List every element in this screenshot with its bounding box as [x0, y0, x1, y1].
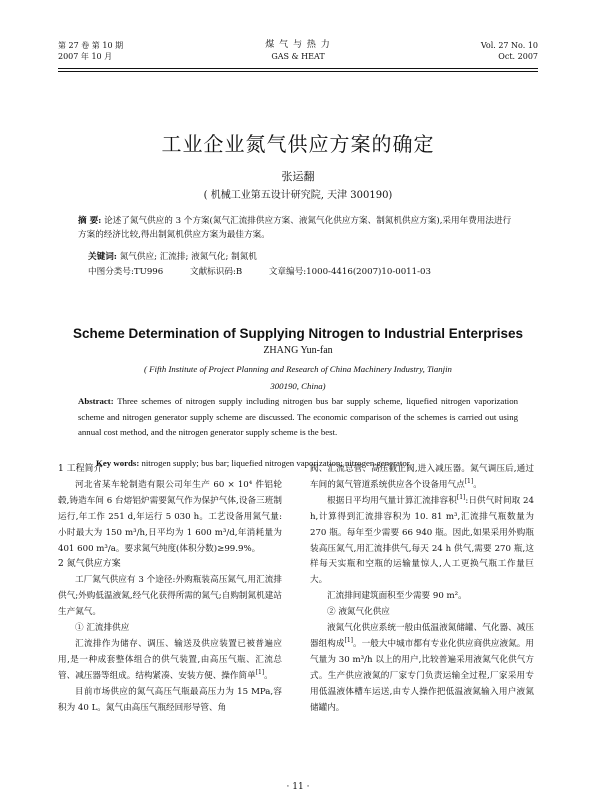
english-institution-line1: ( Fifth Institute of Project Planning and Research of China Machinery Industry, Tianjin	[144, 364, 452, 374]
citation-ref: [1]	[464, 478, 474, 486]
english-institution-line2: 300190, China)	[270, 381, 326, 391]
clc-number: 中图分类号:TU996	[88, 267, 164, 277]
citation-ref: [1]	[255, 668, 265, 676]
article-number: 文章编号:1000-4416(2007)10-0011-03	[268, 267, 431, 277]
journal-name-en: GAS & HEAT	[271, 52, 325, 61]
abstract-label: 摘 要:	[78, 216, 102, 226]
paragraph-text: :日供气时间取 24 h,计算得到汇流排容积为 10. 81 m³,汇流排气瓶数量为 270 瓶。每年至少需要 66 940 瓶。因此,如果采用外购瓶装高压氮气,用汇流排供气,每天 24 h 供气,需要 270 瓶,这样每天实瓶和空瓶的运输量惊人,人工更换气瓶工作量巨大。	[310, 495, 534, 586]
abstract-text: 论述了氮气供应的 3 个方案(氮气汇流排供应方案、液氮气化供应方案、制氮机供应方案),采用年费用法进行方案的经济比较,得出制氮机供应方案为最佳方案。	[78, 216, 512, 240]
english-abstract	[78, 394, 518, 441]
volume-issue: 第 27 卷 第 10 期	[58, 41, 124, 50]
paragraph	[310, 494, 534, 589]
running-header	[58, 40, 538, 68]
journal-name-cn: 煤 气 与 热 力	[265, 40, 331, 50]
paragraph-text: 。	[473, 479, 482, 490]
section-heading: 1 工程简介	[58, 464, 103, 474]
paragraph: 河北省某车轮制造有限公司年生产 60 × 10⁴ 件铝轮毂,铸造车间 6 台熔铝炉需要氮气作为保护气体,设备三班制运行,年工作 251 d,年运行 5 030 h。工艺设备用氮气量:小时最大为 150 m³/h,日平均为 1 600 m³/d,年消耗量为 401 600 m³/a。要求氮气纯度(体积分数)≥99.9%。	[58, 479, 282, 554]
page-number: · 11 ·	[286, 782, 310, 792]
body-column-left	[58, 462, 282, 717]
keywords-text: 氮气供应; 汇流排; 液氮气化; 制氮机	[119, 252, 257, 262]
abstract-cn	[78, 214, 518, 242]
paragraph: 汇流排间建筑面积至少需要 90 m²。	[327, 591, 467, 602]
paragraph-text: 。	[264, 670, 273, 681]
volume-issue-en: Vol. 27 No. 10	[480, 41, 538, 50]
keywords-label: 关键词:	[88, 252, 117, 262]
english-title: Scheme Determination of Supplying Nitrogen to Industrial Enterprises	[72, 326, 524, 341]
body-column-right	[310, 462, 534, 717]
paragraph-text: 根据日平均用气量计算汇流排容积	[327, 495, 457, 506]
journal-volume-en	[481, 40, 538, 62]
subsection-heading: ① 汇流排供应	[75, 623, 130, 634]
section-heading: 2 氮气供应方案	[58, 559, 121, 570]
paragraph	[310, 462, 534, 494]
journal-name	[58, 40, 538, 62]
paragraph	[58, 637, 282, 685]
subsection-heading: ② 液氮气化供应	[327, 607, 390, 618]
paragraph	[310, 621, 534, 716]
paragraph-text: 。一般大中城市都有专业化供应商供应液氮。用气量为 30 m³/h 以上的用户,比较普遍采用液氮气化供气方式。生产供应液氮的厂家专门负责运输全过程,厂家采用专用低温液体槽车运送,由专人操作把低温液氮输入用户液氮储罐内。	[310, 638, 534, 713]
english-abstract-text: Three schemes of nitrogen supply including nitrogen bus bar supply scheme, liquefied nitrogen vaporization scheme and nitrogen generator supply scheme are discussed. The economic comparison of the schemes is carried out using annual cost method, and the nitrogen generator supply scheme is the best.	[78, 396, 519, 437]
english-institution	[78, 361, 518, 395]
author: 张运翻	[281, 170, 315, 183]
issue-date: 2007 年 10 月	[58, 52, 113, 61]
keywords-cn	[88, 250, 257, 262]
english-keywords-label: Key words:	[96, 458, 140, 468]
citation-ref: [1]	[344, 637, 353, 645]
paragraph: 工厂氮气供应有 3 个途径:外购瓶装高压氮气,用汇流排供气;外购低温液氮,经气化获得所需的氮气;自购制氮机建站生产氮气。	[58, 575, 282, 618]
institution: ( 机械工业第五设计研究院, 天津 300190)	[203, 190, 393, 201]
header-rule	[58, 68, 538, 69]
paragraph-text: 阀、汇流总管、高压截止阀,进入减压器。氮气调压后,通过车间的氮气管道系统供应各个设备用气点	[310, 464, 534, 490]
paper-title: 工业企业氮气供应方案的确定	[161, 132, 435, 156]
paragraph-text: 汇流排作为储存、调压、输送及供应装置已被普遍应用,是一种成套整体组合的供气装置,由高压气瓶、汇流总管、减压器等组成。结构紧凑、安装方便、操作简单	[58, 638, 282, 681]
paragraph-text: 液氮气化供应系统一般由低温液氮储罐、气化器、减压器组构成	[310, 623, 534, 649]
issue-date-en: Oct. 2007	[498, 52, 538, 61]
document-code: 文献标识码:B	[189, 267, 243, 277]
english-author: ZHANG Yun-fan	[263, 345, 333, 356]
english-keywords-text: nitrogen supply; bus bar; liquefied nitrogen vaporization; nitrogen generator	[141, 458, 410, 468]
citation-ref: [1]	[456, 493, 466, 501]
paragraph: 目前市场供应的氮气高压气瓶最高压力为 15 MPa,容积为 40 L。氮气由高压气瓶经回形导管、角	[58, 686, 282, 713]
english-abstract-label: Abstract:	[78, 396, 114, 406]
header-rule-thin	[58, 71, 538, 72]
classification-line	[88, 265, 526, 277]
